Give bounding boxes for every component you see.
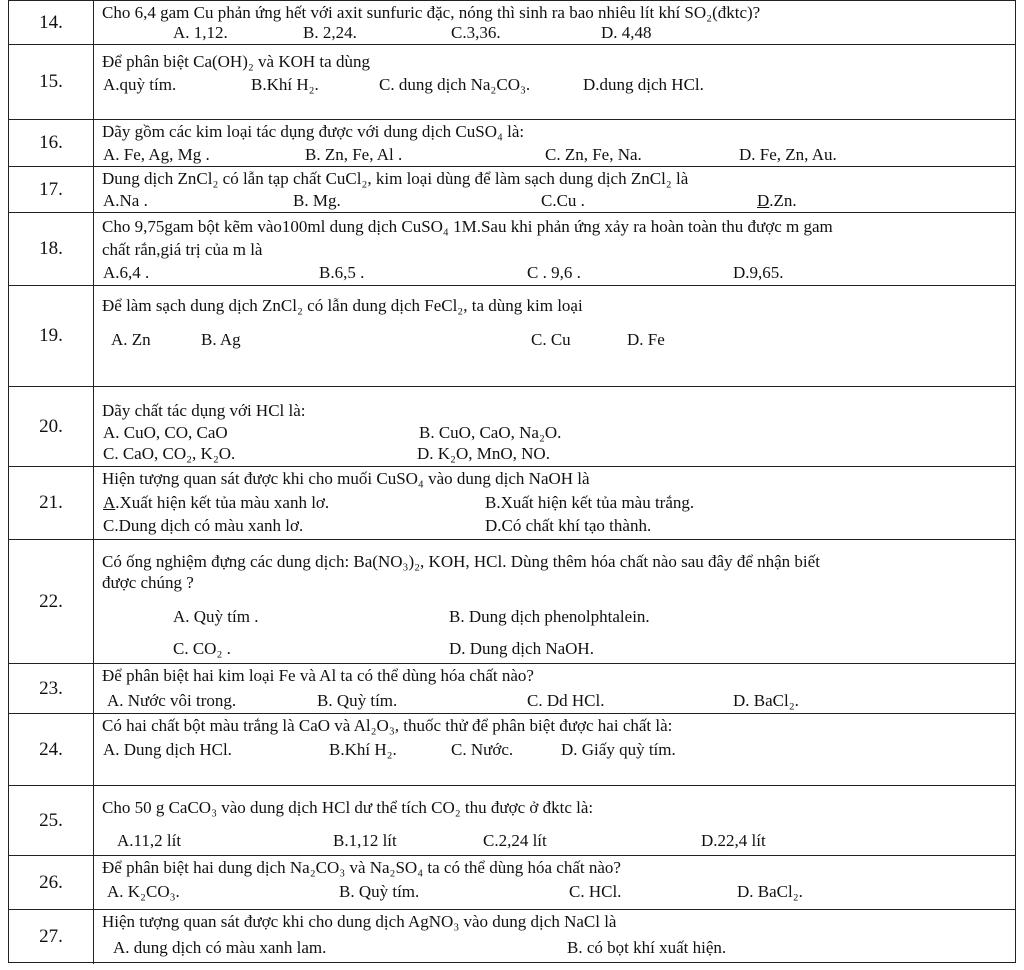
question-content: [93, 45, 1015, 119]
question-content: [93, 786, 1015, 855]
option-d: D. Fe: [627, 330, 665, 349]
question-content: [93, 856, 1015, 909]
option-c: C.Cu .: [541, 191, 585, 210]
option-c: C.Dung dịch có màu xanh lơ.: [103, 516, 304, 535]
option-a: [103, 493, 329, 513]
option-b: B.Xuất hiện kết tủa màu trắng.: [485, 493, 695, 512]
question-number: 24.: [9, 714, 94, 785]
question-stem: Có hai chất bột màu trắng là CaO và Al₂O₃, thuốc thử để phân biệt được hai chất là:: [102, 716, 673, 735]
option-d: D.9,65.: [733, 263, 784, 282]
question-row-21: [9, 466, 1015, 539]
option-d: D.22,4 lít: [701, 831, 766, 850]
option-b: B.6,5 .: [319, 263, 365, 282]
option-c: C. CaO, CO₂, K₂O.: [103, 444, 236, 463]
option-c: C. HCl.: [569, 882, 622, 901]
question-number: 25.: [9, 786, 94, 855]
option-b: B. Mg.: [293, 191, 341, 210]
option-a: A. 1,12.: [173, 23, 228, 42]
option-d: D. K₂O, MnO, NO.: [417, 444, 550, 463]
question-stem: Dãy chất tác dụng với HCl là:: [102, 401, 306, 420]
question-content: [93, 467, 1015, 539]
question-row-26: [9, 855, 1015, 909]
option-d: D. 4,48: [601, 23, 652, 42]
option-c: C. Zn, Fe, Na.: [545, 145, 642, 164]
option-c: C. Dd HCl.: [527, 691, 605, 710]
option-a: A. K₂CO₃.: [107, 882, 180, 901]
question-number: 17.: [9, 167, 94, 212]
question-stem: Hiện tượng quan sát được khi cho muối CuSO₄ vào dung dịch NaOH là: [102, 469, 590, 488]
question-content: [93, 387, 1015, 466]
question-stem: Để làm sạch dung dịch ZnCl₂ có lẫn dung dịch FeCl₂, ta dùng kim loại: [102, 296, 583, 315]
question-stem: Dãy gồm các kim loại tác dụng được với dung dịch CuSO₄ là:: [102, 122, 525, 141]
answer-mark: D: [757, 191, 770, 210]
question-content: [93, 286, 1015, 386]
option-d: D. Dung dịch NaOH.: [449, 639, 594, 658]
question-number: 26.: [9, 856, 94, 909]
question-stem: Hiện tượng quan sát được khi cho dung dịch AgNO₃ vào dung dịch NaCl là: [102, 912, 617, 931]
question-number: 16.: [9, 120, 94, 166]
option-b: B. Ag: [201, 330, 241, 349]
question-stem-line2: được chúng ?: [102, 573, 194, 592]
question-stem: Để phân biệt hai dung dịch Na₂CO₃ và Na₂SO₄ ta có thể dùng hóa chất nào?: [102, 858, 621, 877]
option-d: D.dung dịch HCl.: [583, 75, 704, 94]
option-b: B. Zn, Fe, Al .: [305, 145, 403, 164]
option-c: C.3,36.: [451, 23, 501, 42]
question-row-20: [9, 386, 1015, 466]
question-row-23: [9, 663, 1015, 713]
answer-mark: A: [103, 493, 116, 512]
question-content: [93, 540, 1015, 663]
question-stem: Để phân biệt Ca(OH)₂ và KOH ta dùng: [102, 52, 370, 71]
question-content: [93, 1, 1015, 44]
option-b: B. 2,24.: [303, 23, 357, 42]
option-b: B. Quỳ tím.: [339, 882, 420, 901]
option-c: C.2,24 lít: [483, 831, 547, 850]
option-a: A. Nước vôi trong.: [107, 691, 237, 710]
question-stem: Dung dịch ZnCl₂ có lẫn tạp chất CuCl₂, kim loại dùng để làm sạch dung dịch ZnCl₂ là: [102, 169, 689, 188]
question-number: 21.: [9, 467, 94, 539]
question-content: [93, 167, 1015, 212]
question-row-27: [9, 909, 1015, 964]
question-stem: Cho 6,4 gam Cu phản ứng hết với axit sunfuric đặc, nóng thì sinh ra bao nhiêu lít khí SO₂(đktc)?: [102, 3, 761, 22]
option-a: A.11,2 lít: [117, 831, 182, 850]
question-row-18: [9, 212, 1015, 285]
question-content: [93, 664, 1015, 713]
option-b: B. Dung dịch phenolphtalein.: [449, 607, 650, 626]
question-content: [93, 120, 1015, 166]
option-c: C. dung dịch Na₂CO₃.: [379, 75, 531, 94]
question-row-17: [9, 166, 1015, 212]
question-stem: Cho 9,75gam bột kẽm vào100ml dung dịch CuSO₄ 1M.Sau khi phản ứng xảy ra hoàn toàn thu được m gam: [102, 217, 833, 236]
option-a: A.Na .: [103, 191, 148, 210]
option-b: B.1,12 lít: [333, 831, 397, 850]
question-stem: Cho 50 g CaCO₃ vào dung dịch HCl dư thể tích CO₂ thu được ở đktc là:: [102, 798, 594, 817]
question-content: [93, 213, 1015, 285]
question-table: [8, 0, 1016, 963]
question-number: 23.: [9, 664, 94, 713]
question-number: 20.: [9, 387, 94, 466]
question-stem-line2: chất rắn,giá trị của m là: [102, 240, 263, 259]
question-number: 14.: [9, 1, 94, 44]
option-c: C. Cu: [531, 330, 571, 349]
option-b: B.Khí H₂.: [329, 740, 397, 759]
question-content: [93, 714, 1015, 785]
option-c: C . 9,6 .: [527, 263, 581, 282]
option-d: D. BaCl₂.: [733, 691, 799, 710]
question-number: 15.: [9, 45, 94, 119]
option-b: B. Quỳ tím.: [317, 691, 398, 710]
option-d: D.Có chất khí tạo thành.: [485, 516, 652, 535]
question-content: [93, 910, 1015, 964]
question-stem: Để phân biệt hai kim loại Fe và Al ta có thể dùng hóa chất nào?: [102, 666, 534, 685]
question-stem: Có ống nghiệm đựng các dung dịch: Ba(NO₃)₂, KOH, HCl. Dùng thêm hóa chất nào sau đây để nhận biết: [102, 552, 820, 571]
question-row-22: [9, 539, 1015, 663]
option-a: A. Dung dịch HCl.: [103, 740, 232, 759]
option-b: B. CuO, CaO, Na₂O.: [419, 423, 562, 442]
question-row-16: [9, 119, 1015, 166]
option-d: D. Giấy quỳ tím.: [561, 740, 676, 759]
option-b: B.Khí H₂.: [251, 75, 319, 94]
option-c: C. Nước.: [451, 740, 514, 759]
option-d: D. Fe, Zn, Au.: [739, 145, 837, 164]
question-row-24: [9, 713, 1015, 785]
question-number: 27.: [9, 910, 94, 964]
option-a: A.quỳ tím.: [103, 75, 177, 94]
option-a: A.6,4 .: [103, 263, 150, 282]
option-a-text: .Xuất hiện kết tủa màu xanh lơ.: [115, 493, 330, 512]
option-a: A. Fe, Ag, Mg .: [103, 145, 210, 164]
question-number: 19.: [9, 286, 94, 386]
option-a: A. Quỳ tím .: [173, 607, 259, 626]
option-d: [757, 191, 797, 211]
option-a: A. Zn: [111, 330, 151, 349]
question-row-25: [9, 785, 1015, 855]
question-row-14: [9, 1, 1015, 44]
option-c: C. CO₂ .: [173, 639, 231, 658]
question-number: 18.: [9, 213, 94, 285]
option-a: A. dung dịch có màu xanh lam.: [113, 938, 327, 957]
option-d-text: .Zn.: [769, 191, 797, 210]
option-d: D. BaCl₂.: [737, 882, 803, 901]
option-a: A. CuO, CO, CaO: [103, 423, 228, 442]
question-number: 22.: [9, 540, 94, 663]
question-row-19: [9, 285, 1015, 386]
question-row-15: [9, 44, 1015, 119]
option-b: B. có bọt khí xuất hiện.: [567, 938, 727, 957]
